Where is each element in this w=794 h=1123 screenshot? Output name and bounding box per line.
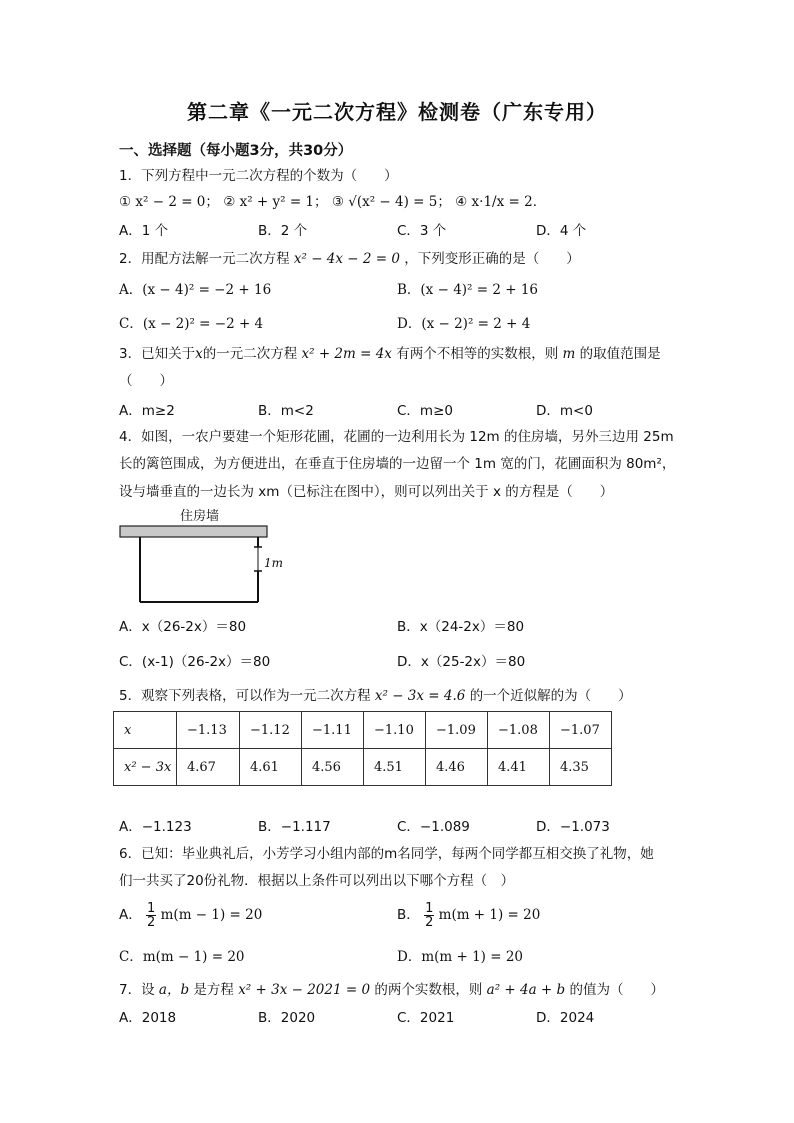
q2-equation: x² − 4x − 2 = 0 <box>293 251 400 267</box>
section-heading: 一、选择题（每小题3分，共30分） <box>119 143 353 159</box>
q6-option-b-letter: B． <box>397 907 420 923</box>
q5-value-table <box>113 711 612 786</box>
q4-line-3: 设与墙垂直的一边长为 xm（已标注在图中），则可以列出关于 x 的方程是（ ） <box>119 484 614 500</box>
table-cell: −1.10 <box>364 712 426 749</box>
fraction-denominator: 2 <box>147 914 156 930</box>
q3-equation: x² + 2m = 4x <box>301 346 392 362</box>
q6-option-c: C．m(m − 1) = 20 <box>119 949 245 965</box>
table-cell: 4.67 <box>177 749 240 786</box>
page-title: 第二章《一元二次方程》检测卷（广东专用） <box>187 100 607 124</box>
q6-option-b <box>397 900 540 930</box>
q7-equation: x² + 3x − 2021 = 0 <box>238 982 371 998</box>
q4-line-1: 4．如图，一农户要建一个矩形花圃，花圃的一边利用长为 12m 的住房墙，另外三边用 25m <box>119 429 674 445</box>
q1-option-b: B．2 个 <box>258 223 308 239</box>
q2-option-a: A．(x − 4)² = −2 + 16 <box>119 282 272 298</box>
table-cell: 4.51 <box>364 749 426 786</box>
q3-stem-text-d: 的取值范围是 <box>579 346 661 362</box>
table-cell: −1.11 <box>302 712 364 749</box>
q5-stem-tail: 的一个近似解的为（ ） <box>469 688 632 704</box>
fraction-one-half <box>424 902 434 929</box>
q5-stem-text: 5．观察下列表格，可以作为一元二次方程 <box>119 688 371 704</box>
q3-answer-paren: （ ） <box>119 373 173 389</box>
q2-stem-tail: ，下列变形正确的是（ ） <box>404 251 580 267</box>
q7-vars: a，b <box>158 982 190 998</box>
q7-option-b: B．2020 <box>258 1010 316 1026</box>
q3-option-c: C．m≥0 <box>397 403 453 419</box>
fraction-numerator: 1 <box>425 900 434 916</box>
q1-item-1: ① x² − 2 = 0； <box>119 194 219 210</box>
q1-item-3: ③ √(x² − 4) = 5； <box>331 194 451 210</box>
q4-option-d: D．x（25-2x）＝80 <box>397 654 526 670</box>
table-row <box>114 712 612 749</box>
q4-option-c: C．(x-1)（26-2x）＝80 <box>119 654 271 670</box>
q3-var-m: m <box>562 346 576 362</box>
q3-option-b: B．m<2 <box>258 403 314 419</box>
q1-option-d: D．4 个 <box>536 223 587 239</box>
q2-option-d: D．(x − 2)² = 2 + 4 <box>397 316 531 332</box>
q7-option-a: A．2018 <box>119 1010 177 1026</box>
row-label-expr: x² − 3x <box>114 749 177 786</box>
q5-equation: x² − 3x = 4.6 <box>374 688 466 704</box>
fraction-numerator: 1 <box>147 900 156 916</box>
q6-option-a-letter: A． <box>119 907 142 923</box>
q1-items <box>119 193 546 211</box>
q2-option-c: C．(x − 2)² = −2 + 4 <box>119 316 264 332</box>
wall-label: 住房墙 <box>180 509 220 524</box>
q5-option-a: A．−1.123 <box>119 819 192 835</box>
q2-stem-text: 2．用配方法解一元二次方程 <box>119 251 290 267</box>
table-cell: 4.41 <box>488 749 550 786</box>
q7-option-c: C．2021 <box>397 1010 455 1026</box>
q5-option-c: C．−1.089 <box>397 819 470 835</box>
q5-option-b: B．−1.117 <box>258 819 331 835</box>
q1-item-2: ② x² + y² = 1； <box>223 194 328 210</box>
q1-option-c: C．3 个 <box>397 223 447 239</box>
q6-line-2: 们一共买了20份礼物．根据以上条件可以列出以下哪个方程（ ） <box>119 873 515 889</box>
q1-item-4: ④ x·1/x = 2． <box>455 194 547 210</box>
q7-stem <box>119 981 664 999</box>
q3-var-x: x <box>195 346 203 362</box>
fraction-denominator: 2 <box>425 914 434 930</box>
door-label: 1m <box>264 556 284 570</box>
q7-option-d: D．2024 <box>536 1010 595 1026</box>
table-cell: −1.07 <box>550 712 612 749</box>
q5-option-d: D．−1.073 <box>536 819 610 835</box>
q3-option-d: D．m<0 <box>536 403 593 419</box>
table-row <box>114 749 612 786</box>
q3-stem-text-c: 有两个不相等的实数根，则 <box>396 346 559 362</box>
q3-stem-text-b: 的一元二次方程 <box>202 346 298 362</box>
q6-line-1: 6．已知：毕业典礼后，小芳学习小组内部的m名同学，每两个同学都互相交换了礼物，她 <box>119 846 654 862</box>
q1-stem: 1．下列方程中一元二次方程的个数为（ ） <box>119 168 398 184</box>
q1-option-a: A．1 个 <box>119 223 169 239</box>
q4-line-2: 长的篱笆围成，为方便进出，在垂直于住房墙的一边留一个 1m 宽的门，花圃面积为 80m²， <box>119 456 676 472</box>
q4-option-b: B．x（24-2x）＝80 <box>397 619 525 635</box>
table-cell: 4.61 <box>240 749 302 786</box>
q7-stem-text-c: 的两个实数根，则 <box>374 982 483 998</box>
fraction-one-half <box>146 902 156 929</box>
q3-stem-text: 3．已知关于 <box>119 346 196 362</box>
table-cell: −1.12 <box>240 712 302 749</box>
table-cell: 4.35 <box>550 749 612 786</box>
table-cell: 4.56 <box>302 749 364 786</box>
q6-option-b-expr: m(m + 1) = 20 <box>438 907 541 923</box>
row-label-x: x <box>114 712 177 749</box>
table-cell: 4.46 <box>426 749 488 786</box>
q4-option-a: A．x（26-2x）＝80 <box>119 619 247 635</box>
q6-option-a-expr: m(m − 1) = 20 <box>160 907 263 923</box>
table-cell: −1.09 <box>426 712 488 749</box>
q5-stem <box>119 687 632 705</box>
table-cell: −1.13 <box>177 712 240 749</box>
q7-expression: a² + 4a + b <box>486 982 566 998</box>
q6-option-a <box>119 900 262 930</box>
house-wall <box>120 526 267 537</box>
q2-stem <box>119 250 580 268</box>
q2-option-b: B．(x − 4)² = 2 + 16 <box>397 282 539 298</box>
table-cell: −1.08 <box>488 712 550 749</box>
q7-stem-text-b: 是方程 <box>193 982 234 998</box>
q7-stem-tail: 的值为（ ） <box>569 982 664 998</box>
q6-option-d: D．m(m + 1) = 20 <box>397 949 524 965</box>
q3-stem <box>119 345 661 363</box>
garden-diagram <box>118 508 318 608</box>
q3-option-a: A．m≥2 <box>119 403 175 419</box>
q7-stem-text: 7．设 <box>119 982 155 998</box>
